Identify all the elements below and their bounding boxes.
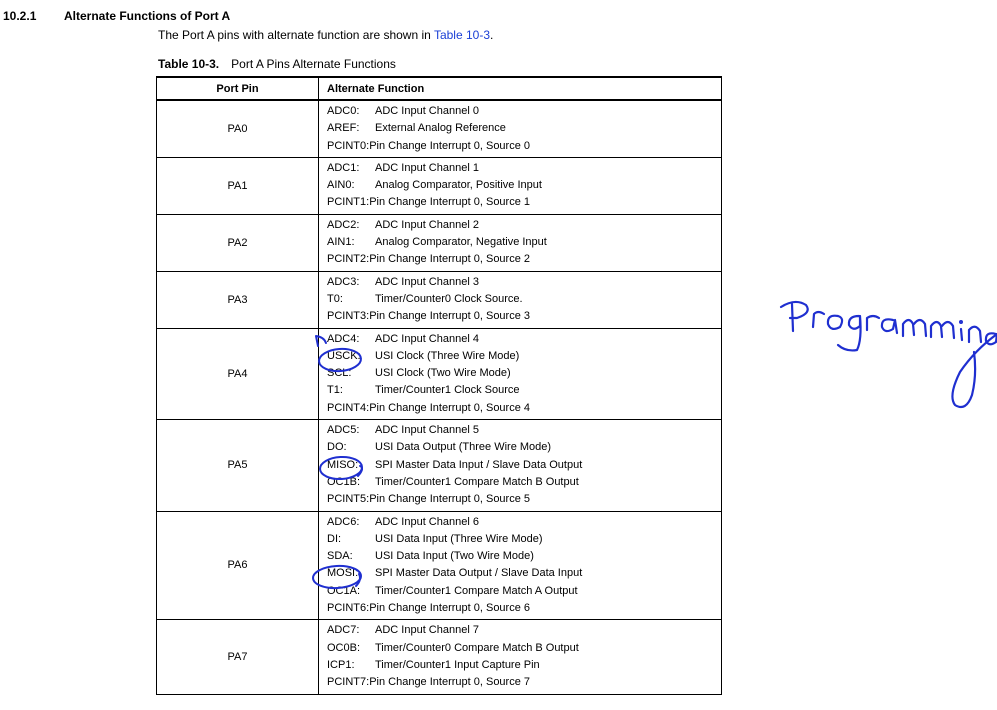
- function-line: [327, 531, 721, 548]
- function-line: [327, 457, 721, 474]
- table-row: [157, 271, 722, 328]
- function-code: T0:: [327, 292, 343, 305]
- function-line: [327, 348, 721, 365]
- function-line: [327, 622, 721, 639]
- function-line: [327, 291, 721, 308]
- table-caption-label: Table 10-3.: [158, 57, 220, 71]
- function-description: Pin Change Interrupt 0, Source 3: [369, 310, 531, 323]
- function-line: [327, 491, 721, 508]
- alternate-functions-table: [156, 76, 722, 695]
- function-code: MOSI:: [327, 567, 359, 580]
- section-number: 10.2.1: [3, 9, 37, 23]
- table-row: [157, 620, 722, 694]
- function-code: AREF:: [327, 122, 360, 135]
- port-pin-cell: PA7: [157, 620, 319, 694]
- function-line: [327, 514, 721, 531]
- function-code: ADC5:: [327, 424, 360, 437]
- function-description: Pin Change Interrupt 0, Source 4: [369, 401, 531, 414]
- alternate-function-cell: [319, 271, 722, 328]
- function-description: Timer/Counter0 Clock Source.: [375, 292, 523, 305]
- function-description: ADC Input Channel 0: [375, 105, 479, 117]
- function-description: Timer/Counter1 Compare Match A Output: [375, 584, 578, 597]
- function-line: [327, 251, 721, 268]
- intro-text: The Port A pins with alternate function are shown in: [158, 28, 434, 42]
- function-description: USI Clock (Two Wire Mode): [375, 367, 511, 380]
- function-line: [327, 565, 721, 582]
- function-code: AIN1:: [327, 236, 355, 249]
- function-code: T1:: [327, 384, 343, 397]
- function-line: [327, 674, 721, 691]
- port-pin-cell: PA0: [157, 100, 319, 157]
- function-line: [327, 103, 721, 120]
- function-code: DI:: [327, 532, 342, 545]
- section-title: Alternate Functions of Port A: [64, 9, 231, 23]
- table-row: [157, 511, 722, 620]
- port-pin-cell: PA4: [157, 328, 319, 419]
- function-description: Timer/Counter1 Compare Match B Output: [375, 475, 579, 488]
- header-port-pin: Port Pin: [157, 77, 319, 100]
- function-code: ADC7:: [327, 624, 360, 637]
- function-code: PCINT5:: [327, 493, 370, 506]
- function-description: ADC Input Channel 1: [375, 161, 479, 174]
- function-code: PCINT1:: [327, 196, 370, 209]
- function-code: PCINT3:: [327, 310, 370, 323]
- function-description: ADC Input Channel 7: [375, 624, 479, 637]
- function-description: USI Data Input (Two Wire Mode): [375, 550, 534, 563]
- function-line: [327, 120, 721, 137]
- table-row: [157, 214, 722, 271]
- function-code: PCINT7:: [327, 676, 370, 689]
- function-code: OC1B:: [327, 475, 361, 488]
- function-description: Analog Comparator, Negative Input: [375, 236, 547, 249]
- intro-paragraph: [158, 28, 493, 42]
- function-description: Timer/Counter1 Clock Source: [375, 384, 520, 397]
- function-line: [327, 548, 721, 565]
- function-description: USI Data Output (Three Wire Mode): [375, 441, 552, 454]
- function-line: [327, 400, 721, 417]
- table-reference-link[interactable]: Table 10-3: [433, 28, 490, 42]
- function-code: USCK:: [327, 349, 361, 362]
- function-line: [327, 422, 721, 439]
- intro-end: .: [490, 28, 494, 42]
- function-code: ADC0:: [327, 105, 360, 117]
- alternate-function-cell: [319, 157, 722, 214]
- function-line: [327, 382, 721, 399]
- function-code: ADC1:: [327, 161, 360, 174]
- function-code: PCINT2:: [327, 253, 370, 266]
- function-code: OC1A:: [327, 584, 361, 597]
- handwritten-programming-note: [781, 302, 997, 407]
- function-description: Pin Change Interrupt 0, Source 5: [369, 493, 531, 506]
- function-code: OC0B:: [327, 641, 361, 654]
- function-code: PCINT6:: [327, 602, 370, 615]
- function-line: [327, 474, 721, 491]
- function-code: ADC3:: [327, 275, 360, 288]
- function-line: [327, 177, 721, 194]
- function-code: SDA:: [327, 550, 353, 563]
- function-description: External Analog Reference: [375, 122, 506, 135]
- table-header-row: [157, 77, 722, 100]
- function-line: [327, 331, 721, 348]
- header-alternate-function: Alternate Function: [319, 77, 722, 100]
- function-line: [327, 160, 721, 177]
- function-description: Pin Change Interrupt 0, Source 6: [369, 602, 531, 615]
- function-description: Timer/Counter0 Compare Match B Output: [375, 641, 579, 654]
- function-code: ICP1:: [327, 658, 355, 671]
- table-row: [157, 420, 722, 511]
- port-pin-cell: PA5: [157, 420, 319, 511]
- function-line: [327, 217, 721, 234]
- function-code: AIN0:: [327, 179, 355, 192]
- function-line: [327, 640, 721, 657]
- function-description: SPI Master Data Output / Slave Data Input: [375, 567, 583, 580]
- function-line: [327, 439, 721, 456]
- function-code: ADC6:: [327, 515, 360, 528]
- function-line: [327, 308, 721, 325]
- alternate-function-cell: [319, 511, 722, 620]
- function-description: Pin Change Interrupt 0, Source 7: [369, 676, 531, 689]
- table-caption: [158, 57, 396, 71]
- function-description: ADC Input Channel 4: [375, 332, 479, 345]
- alternate-function-cell: [319, 214, 722, 271]
- function-code: MISO:: [327, 458, 359, 471]
- alternate-function-cell: [319, 100, 722, 157]
- port-pin-cell: PA3: [157, 271, 319, 328]
- table-row: [157, 328, 722, 419]
- table-row: [157, 100, 722, 157]
- function-code: PCINT4:: [327, 401, 370, 414]
- function-code: PCINT0:: [327, 139, 370, 152]
- function-line: [327, 274, 721, 291]
- function-description: USI Clock (Three Wire Mode): [375, 349, 520, 362]
- function-line: [327, 657, 721, 674]
- alternate-function-cell: [319, 328, 722, 419]
- function-line: [327, 600, 721, 617]
- function-description: Analog Comparator, Positive Input: [375, 179, 542, 192]
- function-description: ADC Input Channel 5: [375, 424, 479, 437]
- table-caption-title: Port A Pins Alternate Functions: [231, 57, 396, 71]
- port-pin-cell: PA2: [157, 214, 319, 271]
- function-description: SPI Master Data Input / Slave Data Output: [375, 458, 583, 471]
- function-description: Pin Change Interrupt 0, Source 1: [369, 196, 531, 209]
- function-description: Pin Change Interrupt 0, Source 2: [369, 253, 531, 266]
- function-description: Pin Change Interrupt 0, Source 0: [369, 139, 531, 152]
- port-pin-cell: PA6: [157, 511, 319, 620]
- function-code: DO:: [327, 441, 347, 454]
- alternate-function-cell: [319, 620, 722, 694]
- alternate-function-cell: [319, 420, 722, 511]
- port-pin-cell: PA1: [157, 157, 319, 214]
- function-line: [327, 234, 721, 251]
- function-code: ADC4:: [327, 332, 360, 345]
- function-description: ADC Input Channel 3: [375, 275, 479, 288]
- function-code: SCL:: [327, 367, 352, 380]
- function-line: [327, 583, 721, 600]
- function-description: ADC Input Channel 6: [375, 515, 479, 528]
- function-code: ADC2:: [327, 218, 360, 231]
- function-line: [327, 194, 721, 211]
- function-description: Timer/Counter1 Input Capture Pin: [375, 658, 540, 671]
- function-line: [327, 138, 721, 155]
- function-line: [327, 365, 721, 382]
- function-description: USI Data Input (Three Wire Mode): [375, 532, 543, 545]
- table-row: [157, 157, 722, 214]
- table-body: [157, 100, 722, 694]
- function-description: ADC Input Channel 2: [375, 218, 479, 231]
